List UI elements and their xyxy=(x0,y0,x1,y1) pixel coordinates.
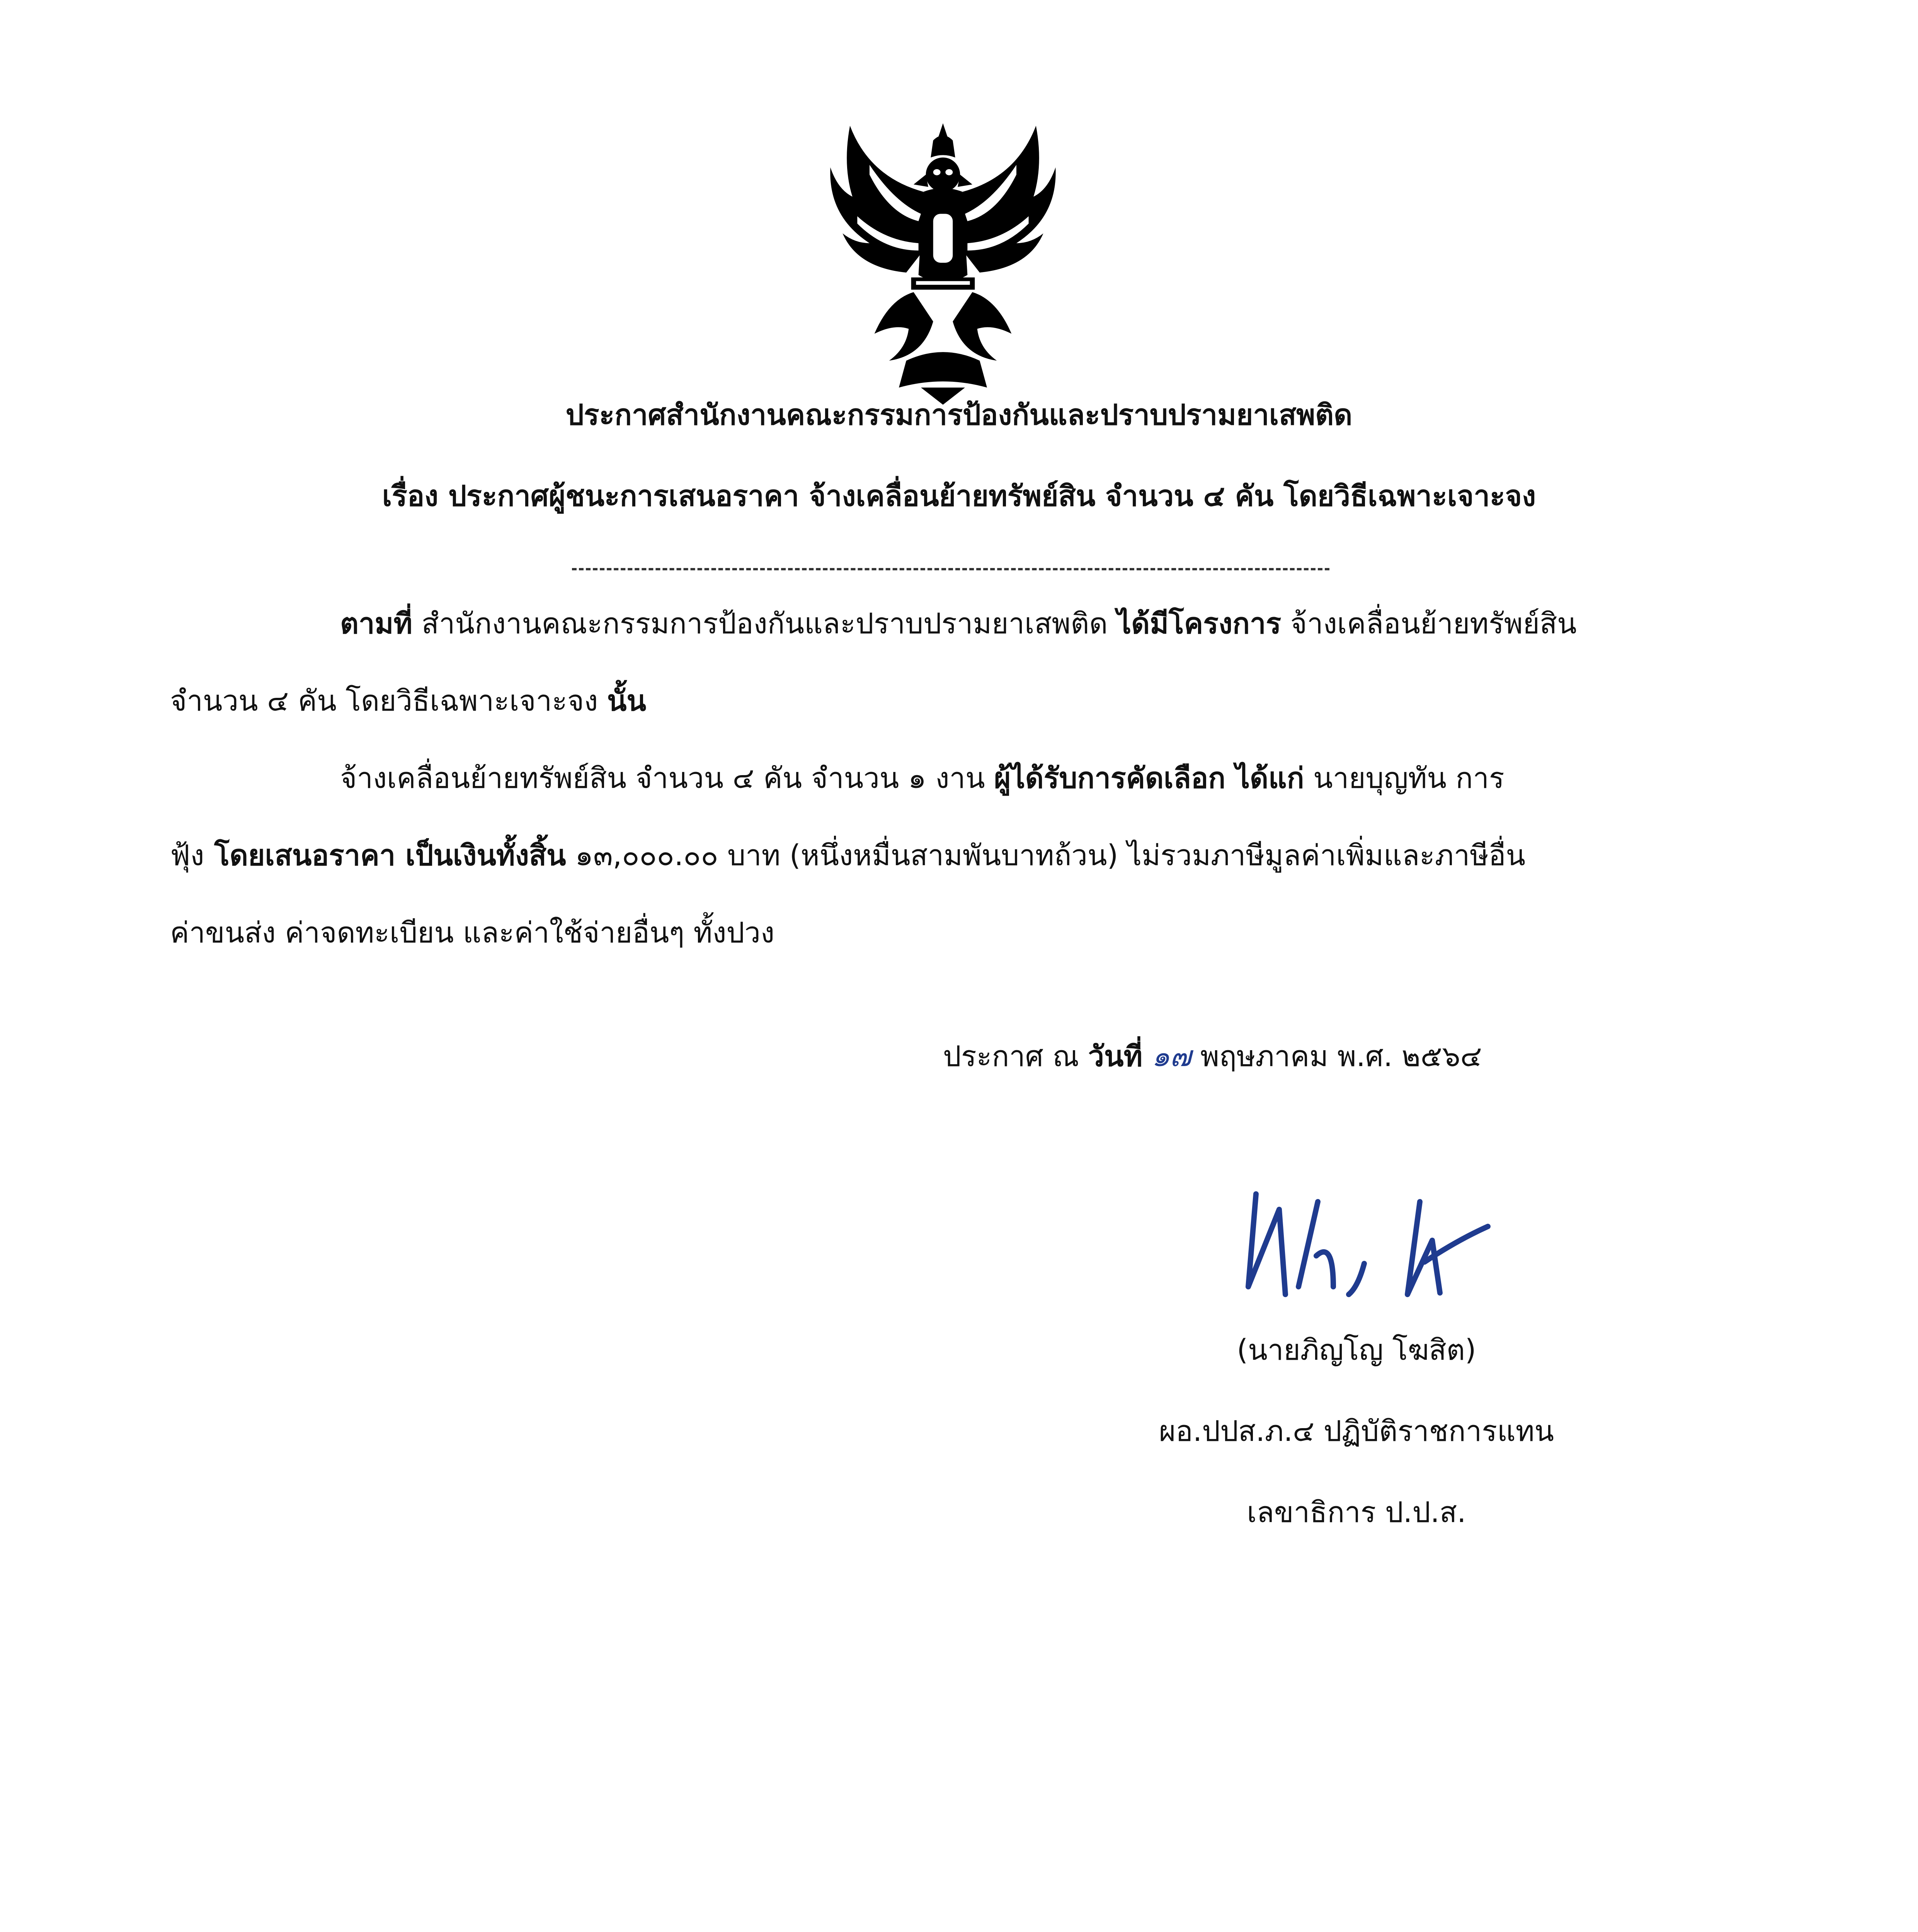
paragraph1-end: นั้น xyxy=(607,684,647,718)
date-day-handwritten: ๑๗ xyxy=(1151,1040,1191,1073)
announcement-subject xyxy=(0,479,1918,514)
paragraph2-winner-rest: ฟุ้ง xyxy=(170,839,204,872)
separator-line xyxy=(572,568,1329,570)
paragraph2-amount: ๑๓,๐๐๐.๐๐ บาท (หนึ่งหมื่นสามพันบาทถ้วน) ไม่รวมภาษีมูลค่าเพิ่มและภาษีอื่น xyxy=(566,839,1526,872)
paragraph2-line1 xyxy=(340,761,1504,796)
paragraph1-agency: สำนักงานคณะกรรมการป้องกันและปราบปรามยาเสพติด xyxy=(412,607,1117,640)
paragraph2-job: จ้างเคลื่อนย้ายทรัพย์สิน จำนวน ๔ คัน จำนวน ๑ งาน xyxy=(340,762,994,795)
signatory-position: ผอ.ปปส.ภ.๔ ปฏิบัติราชการแทน xyxy=(1159,1415,1554,1448)
announcement-date xyxy=(943,1039,1482,1074)
handwritten-signature xyxy=(1225,1171,1503,1318)
paragraph1-lead: ตามที่ xyxy=(340,607,413,640)
paragraph2-offer-label: โดยเสนอราคา xyxy=(204,839,406,872)
paragraph2-winner-first: นายบุญทัน การ xyxy=(1304,762,1504,795)
date-day-label: วันที่ xyxy=(1088,1040,1143,1073)
paragraph1-project-label: ได้มีโครงการ xyxy=(1116,607,1282,640)
signatory-name: (นายภิญโญ โฆสิต) xyxy=(1237,1333,1476,1367)
garuda-emblem xyxy=(817,116,1069,410)
paragraph1-method: จำนวน ๔ คัน โดยวิธีเฉพาะเจาะจง xyxy=(170,684,607,718)
paragraph2-line2 xyxy=(170,838,1525,873)
subject-label: เรื่อง xyxy=(382,480,439,513)
signatory-office: เลขาธิการ ป.ป.ส. xyxy=(1247,1496,1466,1529)
announcement-title: ประกาศสำนักงานคณะกรรมการป้องกันและปราบปรามยาเสพติด xyxy=(565,398,1353,432)
paragraph1-line1 xyxy=(340,607,1577,641)
paragraph2-line3: ค่าขนส่ง ค่าจดทะเบียน และค่าใช้จ่ายอื่นๆ ทั้งปวง xyxy=(170,916,775,949)
paragraph2-total-label: เป็นเงินทั้งสิ้น xyxy=(405,839,566,872)
date-month-year: พฤษภาคม พ.ศ. ๒๕๖๔ xyxy=(1200,1040,1482,1073)
paragraph2-selected-label: ผู้ได้รับการคัดเลือก ได้แก่ xyxy=(994,762,1304,795)
date-prefix: ประกาศ ณ xyxy=(943,1040,1088,1073)
paragraph1-project: จ้างเคลื่อนย้ายทรัพย์สิน xyxy=(1281,607,1577,640)
paragraph1-line2 xyxy=(170,684,646,718)
subject-text: ประกาศผู้ชนะการเสนอราคา จ้างเคลื่อนย้ายทรัพย์สิน จำนวน ๔ คัน โดยวิธีเฉพาะเจาะจง xyxy=(448,480,1536,513)
